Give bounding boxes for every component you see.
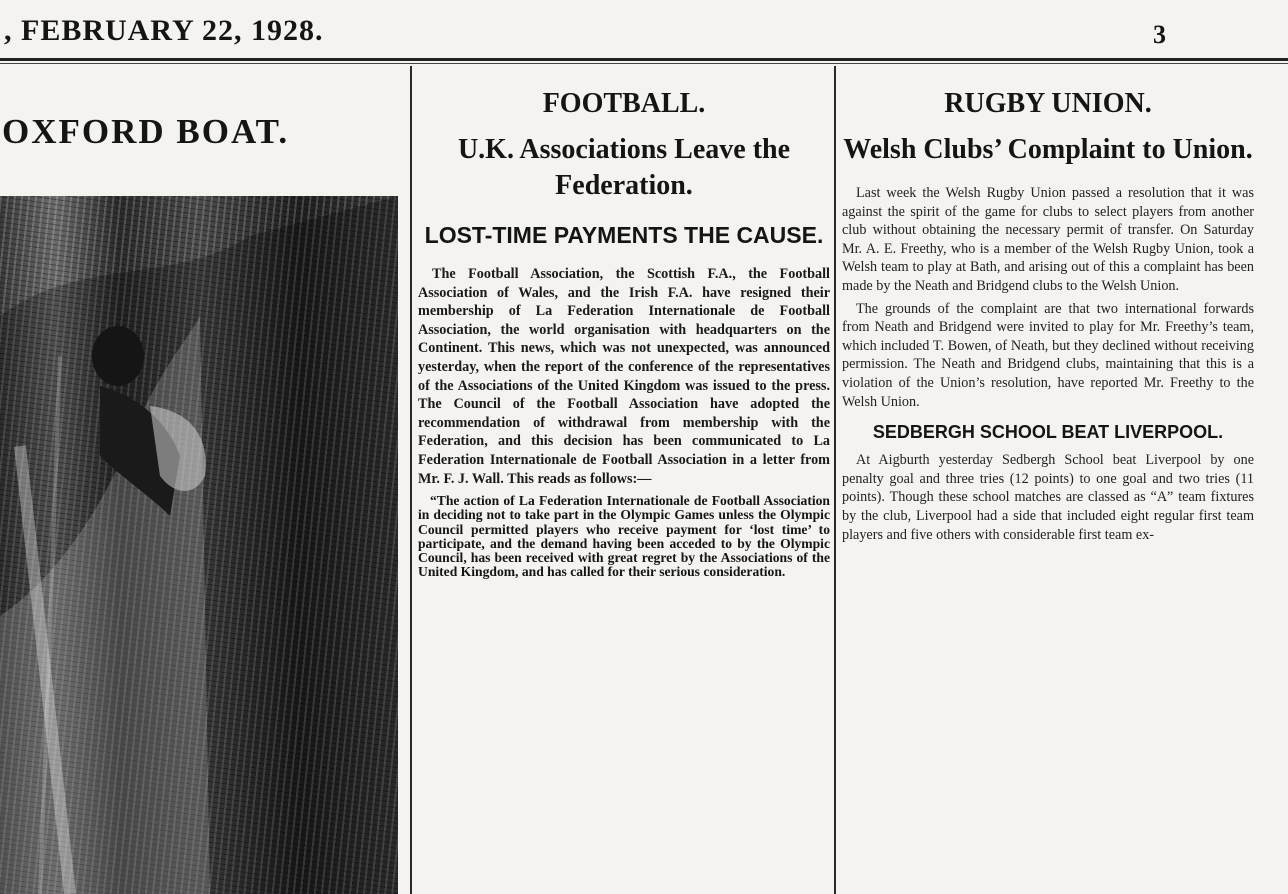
rugby-paragraph-3: At Aigburth yesterday Sedbergh School beat Liverpool by one penalty goal and three tries (12 points) to one goal and two tries (11 points). Though these school matches are classed as “A” team fixtures by the club, Liverpool had a side that included eight regular first team players and five others with considerable first team ex- [842, 452, 1254, 543]
sedbergh-article-body [842, 451, 1254, 544]
oxford-boat-headline: OXFORD BOAT. [2, 112, 290, 151]
column-rule-left [410, 66, 412, 894]
rugby-paragraph-1: Last week the Welsh Rugby Union passed a resolution that it was against the spirit of the game for clubs to select players from another club without obtaining the necessary permit of transfer. On Saturday Mr. A. E. Freethy, who is a member of the Welsh Rugby Union, took a Welsh team to play at Bath, and arising out of this a complaint has been made by the Neath and Bridgend clubs to the Welsh Union. [842, 185, 1254, 294]
football-article-body [418, 265, 830, 488]
masthead-date: , FEBRUARY 22, 1928. [4, 14, 324, 47]
column-rule-right [834, 66, 836, 894]
rugby-section-heading: RUGBY UNION. [944, 88, 1152, 119]
football-subheadline: LOST-TIME PAYMENTS THE CAUSE. [424, 222, 824, 248]
rowing-photograph [0, 196, 398, 894]
rugby-headline: Welsh Clubs’ Complaint to Union. [843, 134, 1253, 165]
rugby-column [842, 70, 1254, 544]
football-headline: U.K. Associations Leave the Federation. [457, 134, 791, 201]
page-number: 3 [1153, 20, 1166, 49]
football-column [418, 70, 830, 579]
top-rule-thin [0, 63, 1288, 64]
football-quote: “The action of La Federation Internationale de Football Association in deciding not to take part in the Olympic Games unless the Olympic Council permitted players who receive payment for ‘lost time’ to participate, and the demand having been acceded to by the Olympic Council, has been received with great regret by the Associations of the United Kingdom, and has called for their serious consideration. [418, 493, 830, 580]
rugby-article-body [842, 184, 1254, 411]
top-rule [0, 58, 1288, 61]
football-section-heading: FOOTBALL. [542, 88, 706, 119]
rugby-paragraph-2: The grounds of the complaint are that two international forwards from Neath and Bridgend were invited to play for Mr. Freethy’s team, which included T. Bowen, of Neath, but they declined without receiving permission. The Neath and Bridgend clubs, maintaining that this is a violation of the Union’s resolution, have reported Mr. Freethy to the Welsh Union. [842, 300, 1254, 410]
football-paragraph: The Football Association, the Scottish F.A., the Football Association of Wales, and the Irish F.A. have resigned their membership of La Federation Internationale de Football Association, the world organisation with headquarters on the Continent. This news, which was not unexpected, was announced yesterday, when the report of the conference of the representatives of the Associations of the United Kingdom was issued to the press. The Council of the Football Association have adopted the recommendation of withdrawal from membership with the Federation, and this decision has been communicated to La Federation Internationale de Football Association in a letter from Mr. F. J. Wall. This reads as follows:— [418, 266, 830, 487]
sedbergh-subheadline: SEDBERGH SCHOOL BEAT LIVERPOOL. [872, 422, 1224, 443]
